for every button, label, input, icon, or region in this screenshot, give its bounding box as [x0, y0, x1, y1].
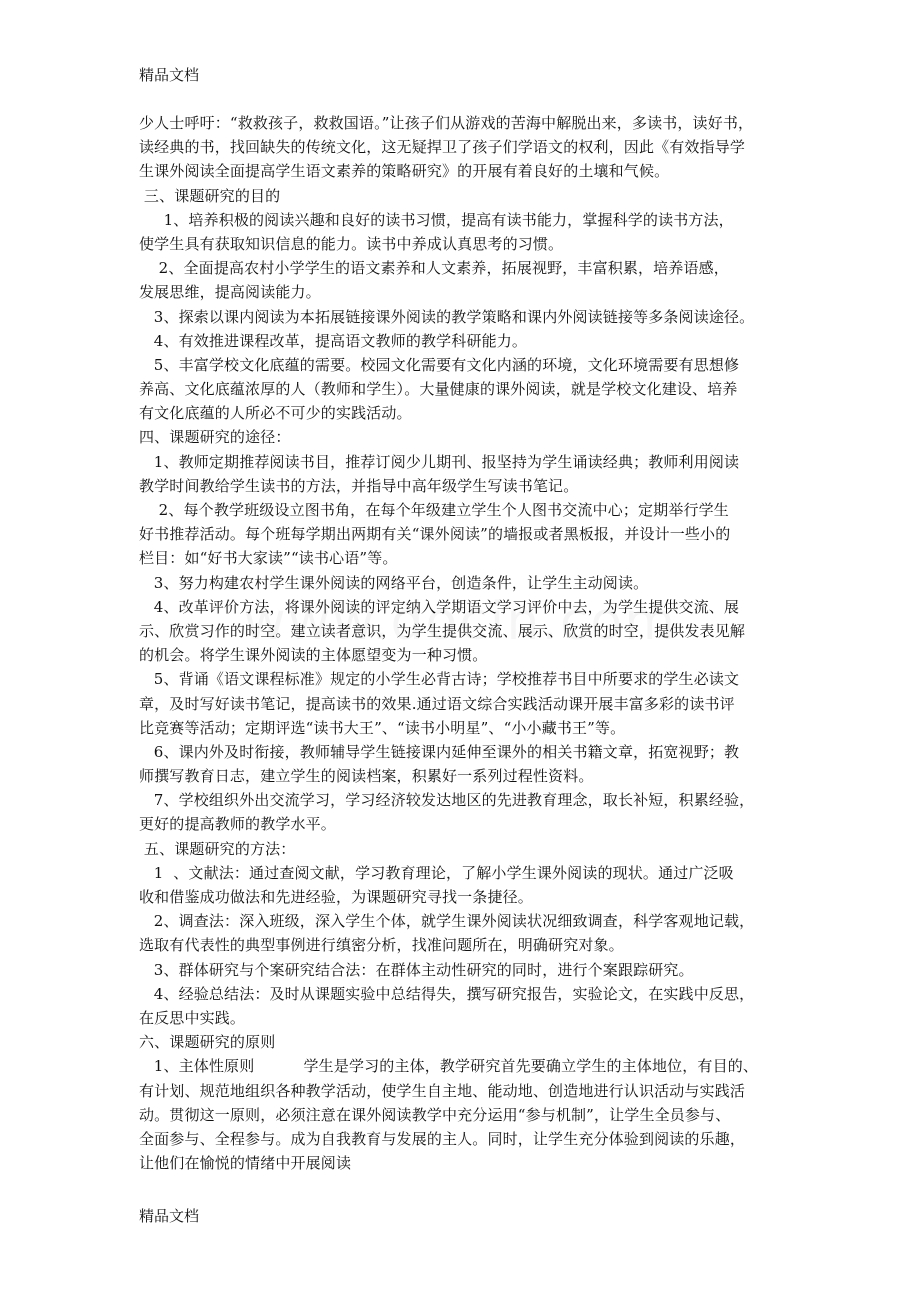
text-line: 3、努力构建农村学生课外阅读的网络平台，创造条件，让学生主动阅读。: [139, 573, 649, 592]
text-line: 4、经验总结法：及时从课题实验中总结得失，撰写研究报告，实验论文，在实践中反思，: [139, 984, 755, 1003]
text-line: 发展思维，提高阅读能力。: [139, 283, 321, 302]
text-line: 1、教师定期推荐阅读书目，推荐订阅少儿期刊、报坚持为学生诵读经典；教师利用阅读: [139, 452, 740, 471]
text-line: 4、有效推进课程改革，提高语文教师的教学科研能力。: [139, 331, 528, 350]
text-line: 使学生具有获取知识信息的能力。读书中养成认真思考的习惯。: [139, 234, 564, 253]
text-line: 好书推荐活动。每个班每学期出两期有关“课外阅读”的墙报或者黑板报，并设计一些小的: [139, 525, 731, 544]
text-line: 三、课题研究的目的: [139, 186, 281, 205]
text-line: 比竞赛等活动；定期评选“读书大王”、“读书小明星”、“小小藏书王”等。: [139, 718, 626, 737]
text-line: 六、课题研究的原则: [139, 1033, 276, 1052]
text-line: 生课外阅读全面提高学生语文素养的策略研究》的开展有着良好的土壤和气候。: [139, 162, 670, 181]
text-line: 读经典的书，找回缺失的传统文化，这无疑捍卫了孩子们学语文的权利，因此《有效指导学: [139, 138, 746, 157]
text-line: 更好的提高教师的教学水平。: [139, 815, 336, 834]
text-line: 示、欣赏习作的时空。建立读者意识，为学生提供交流、展示、欣赏的时空，提供发表见解: [139, 621, 746, 640]
text-line: 收和借鉴成功做法和先进经验，为课题研究寻找一条捷径。: [139, 888, 533, 906]
text-line: 3、群体研究与个案研究结合法：在群体主动性研究的同时，进行个案跟踪研究。: [139, 960, 694, 979]
text-line: 少人士呼吁：“救救孩子，救救国语。”让孩子们从游戏的苦海中解脱出来，多读书，读好书，: [139, 114, 754, 132]
text-line: 1、主体性原则 学生是学习的主体，教学研究首先要确立学生的主体地位，有目的、: [139, 1057, 759, 1076]
document-body: [139, 111, 799, 1175]
text-line: 章，及时写好读书笔记，提高读书的效果.通过语文综合实践活动课开展丰富多彩的读书评: [139, 694, 735, 713]
text-line: 四、课题研究的途径：: [139, 428, 291, 447]
text-line: 师撰写教育日志，建立学生的阅读档案，积累好一系列过程性资料。: [139, 767, 594, 786]
page-header-label: 精品文档: [139, 66, 200, 84]
text-line: 2、全面提高农村小学学生的语文素养和人文素养，拓展视野，丰富积累，培养语感，: [139, 259, 729, 278]
text-line: 在反思中实践。: [139, 1008, 246, 1027]
text-line: 5、丰富学校文化底蕴的需要。校园文化需要有文化内涵的环境，文化环境需要有思想修: [139, 355, 740, 374]
text-line: 全面参与、全程参与。成为自我教育与发展的主人。同时，让学生充分体验到阅读的乐趣，: [139, 1129, 746, 1148]
text-line: 2、调查法：深入班级，深入学生个体，就学生课外阅读状况细致调查，科学客观地记载，: [139, 912, 755, 931]
text-line: 有计划、规范地组织各种教学活动，使学生自主地、能动地、创造地进行认识活动与实践活: [139, 1081, 746, 1100]
text-line: 栏目：如“好书大家读”“读书心语”等。: [139, 549, 398, 568]
text-line: 选取有代表性的典型事例进行缜密分析，找准问题所在，明确研究对象。: [139, 936, 624, 955]
text-line: 养高、文化底蕴浓厚的人（教师和学生）。大量健康的课外阅读，就是学校文化建设、培养: [139, 380, 738, 399]
text-line: 5、背诵《语文课程标准》规定的小学生必背古诗；学校推荐书目中所要求的学生必读文: [139, 670, 740, 689]
text-line: 让他们在愉悦的情绪中开展阅读: [139, 1154, 352, 1173]
text-line: 4、改革评价方法，将课外阅读的评定纳入学期语文学习评价中去，为学生提供交流、展: [139, 597, 740, 616]
text-line: 6、课内外及时衔接，教师辅导学生链接课内延伸至课外的相关书籍文章，拓宽视野；教: [139, 742, 740, 761]
text-line: 2、每个教学班级设立图书角，在每个年级建立学生个人图书交流中心；定期举行学生: [139, 501, 729, 519]
page-footer-label: 精品文档: [139, 1207, 200, 1225]
text-line: 3、探索以课内阅读为本拓展链接课外阅读的教学策略和课内外阅读链接等多条阅读途径。: [139, 307, 755, 326]
text-line: 1、培养积极的阅读兴趣和良好的读书习惯，提高有读书能力，掌握科学的读书方法，: [139, 210, 734, 229]
text-line: 7、学校组织外出交流学习，学习经济较发达地区的先进教育理念，取长补短，积累经验，: [139, 791, 755, 810]
text-line: 有文化底蕴的人所必不可少的实践活动。: [139, 404, 412, 423]
text-line: 的机会。将学生课外阅读的主体愿望变为一种习惯。: [139, 646, 488, 665]
text-line: 教学时间教给学生读书的方法，并指导中高年级学生写读书笔记。: [139, 476, 579, 495]
text-line: 五、课题研究的方法：: [139, 839, 296, 858]
text-line: 1 、文献法：通过查阅文献，学习教育理论，了解小学生课外阅读的现状。通过广泛吸: [139, 863, 734, 882]
text-line: 动。贯彻这一原则，必须注意在课外阅读教学中充分运用“参与机制”，让学生全员参与、: [139, 1105, 731, 1124]
